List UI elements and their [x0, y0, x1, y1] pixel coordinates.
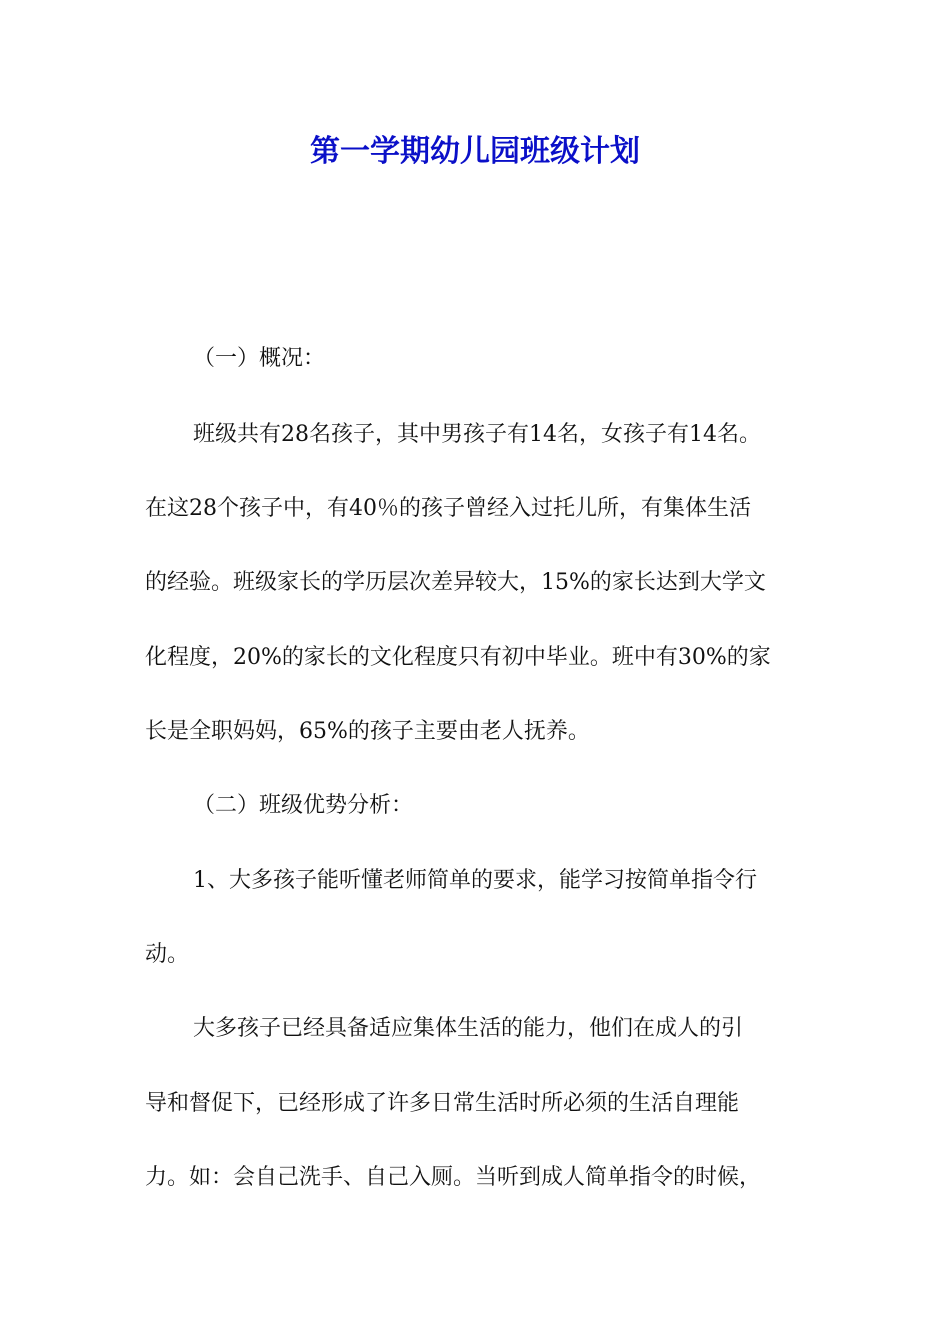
- paragraph-line: 班级共有28名孩子，其中男孩子有14名，女孩子有14名。: [193, 422, 761, 447]
- paragraph-line: 在这28个孩子中，有40％的孩子曾经入过托儿所，有集体生活: [145, 496, 751, 521]
- document-title: 第一学期幼儿园班级计划: [310, 134, 640, 169]
- paragraph-line: 导和督促下，已经形成了许多日常生活时所必须的生活自理能: [145, 1091, 740, 1116]
- paragraph-line: 大多孩子已经具备适应集体生活的能力，他们在成人的引: [193, 1016, 744, 1041]
- section-heading-overview: （一）概况：: [193, 346, 326, 371]
- paragraph-line: 动。: [145, 942, 190, 967]
- paragraph-line: 化程度，20%的家长的文化程度只有初中毕业。班中有30%的家: [145, 645, 771, 670]
- section-heading-advantages: （二）班级优势分析：: [193, 793, 414, 818]
- paragraph-line: 长是全职妈妈，65%的孩子主要由老人抚养。: [145, 719, 590, 744]
- paragraph-line: 的经验。班级家长的学历层次差异较大，15%的家长达到大学文: [145, 570, 766, 595]
- paragraph-line: 1、大多孩子能听懂老师简单的要求，能学习按简单指令行: [193, 868, 757, 893]
- paragraph-line: 力。如：会自己洗手、自己入厕。当听到成人简单指令的时候，: [145, 1165, 762, 1190]
